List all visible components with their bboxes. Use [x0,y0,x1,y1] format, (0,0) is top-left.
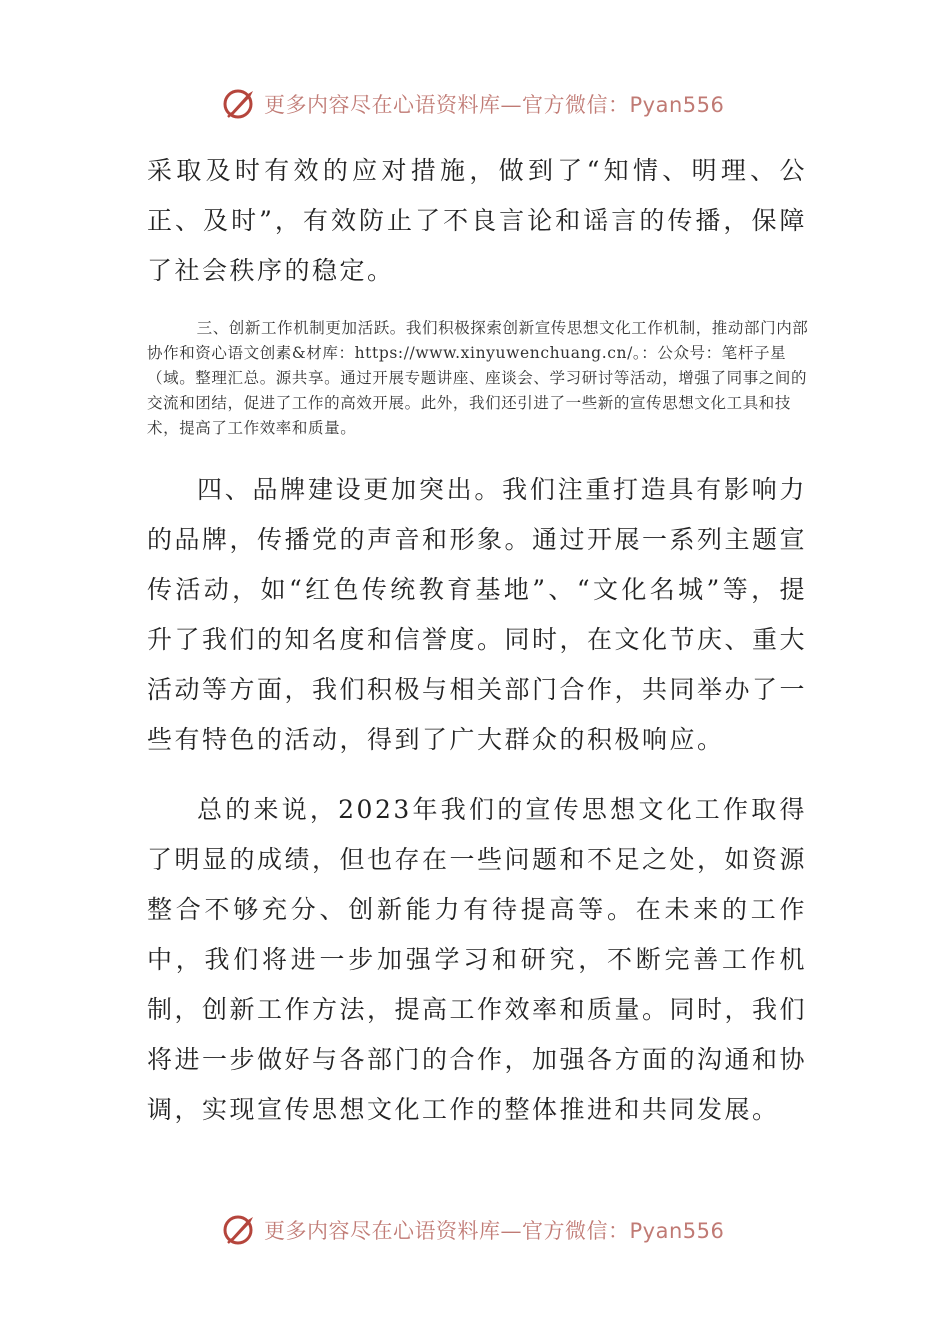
paragraph-continuation: 采取及时有效的应对措施，做到了“知情、明理、公正、及时”，有效防止了不良言论和谣言的传播，保障了社会秩序的稳定。 [147,156,807,285]
banner-text [264,89,724,119]
wechat-id: Pyan556 [629,93,725,117]
banner-text [264,1215,724,1245]
banner-label: 更多内容尽在心语资料库—官方微信： [264,93,630,117]
pen-nib-logo-icon [222,1212,258,1248]
banner-label: 更多内容尽在心语资料库—官方微信： [264,1219,630,1243]
pen-nib-logo-icon [222,86,258,122]
header-banner [222,84,742,124]
footer-banner [222,1210,742,1250]
paragraph-section-four: 四、品牌建设更加突出。我们注重打造具有影响力的品牌，传播党的声音和形象。通过开展一系列主题宣传活动，如“红色传统教育基地”、“文化名城”等，提升了我们的知名度和信誉度。同时，在文化节庆、重大活动等方面，我们积极与相关部门合作，共同举办了一些有特色的活动，得到了广大群众的积极响应。 [147,475,808,754]
wechat-id: Pyan556 [629,1219,725,1243]
paragraph-summary: 总的来说，2023年我们的宣传思想文化工作取得了明显的成绩，但也存在一些问题和不足之处，如资源整合不够充分、创新能力有待提高等。在未来的工作中，我们将进一步加强学习和研究，不断完善工作机制，创新工作方法，提高工作效率和质量。同时，我们将进一步做好与各部门的合作，加强各方面的沟通和协调，实现宣传思想文化工作的整体推进和共同发展。 [147,795,808,1124]
paragraph-section-three: 三、创新工作机制更加活跃。我们积极探索创新宣传思想文化工作机制，推动部门内部协作和资心语文创素&材库：https://www.xinyuwenchuang.cn/。：公众号：笔杆子星（域。整理汇总。源共享。通过开展专题讲座、座谈会、学习研讨等活动，增强了同事之间的交流和团结，促进了工作的高效开展。此外，我们还引进了一些新的宣传思想文化工具和技术，提高了工作效率和质量。 [147,319,809,437]
